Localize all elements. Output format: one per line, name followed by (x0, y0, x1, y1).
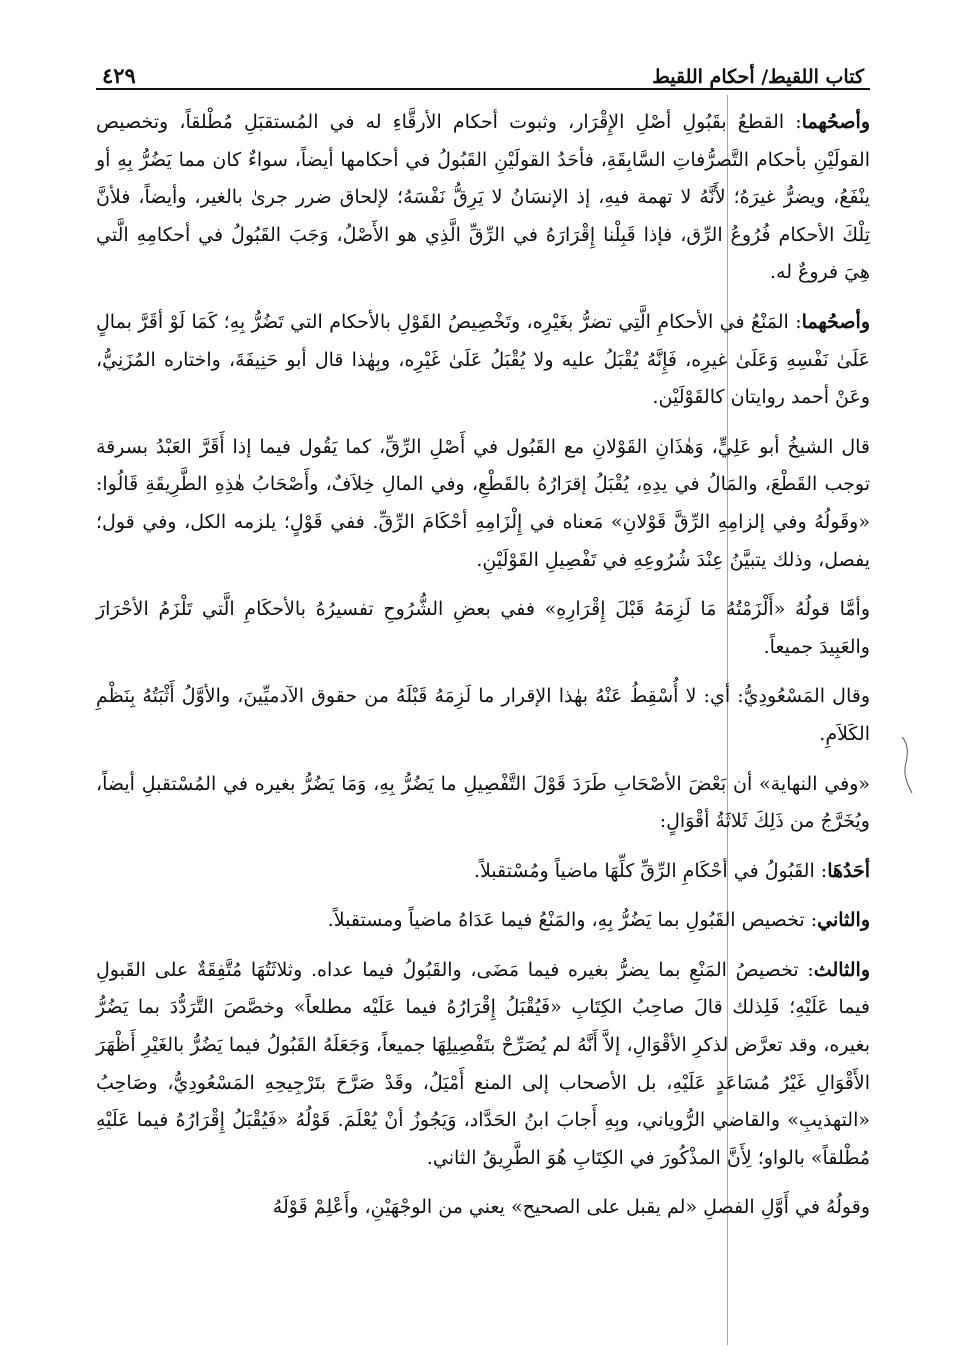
paragraph-text: : القَبُولُ في أحْكَامِ الرِّقِّ كلِّهَا ماضياً ومُسْتقبلاً. (473, 859, 828, 882)
paragraph (96, 304, 870, 417)
paragraph (96, 1189, 870, 1227)
paragraph-label: والثاني (817, 909, 870, 932)
paragraph-text: : تخصيص القَبُولِ بما يَضُرُّ بِهِ، والمَنْعُ فيما عَدَاهُ ماضياً ومستقبلاً. (327, 909, 818, 932)
paragraph-text: وقولُهُ في أَوَّلِ الفصلِ «لم يقبل على الصحيح» يعني من الوجْهَيْنِ، وأَعْلِمْ قَوْلَهُ (272, 1196, 870, 1219)
paragraph-label: وأصحُهما (801, 111, 870, 133)
gutter-bracket-mark (900, 735, 914, 795)
paragraph (96, 678, 870, 753)
paragraph (96, 591, 870, 666)
paragraph-label: أحَدُهَا (827, 859, 870, 882)
paragraph-text: : تخصيصُ المَنْعِ بما يضرُّ بغيره فيما مَضَى، والقَبُولُ فيما عداه. وثلاثَتُهَا مُتَّفِقَةٌ على القَبولِ فيما عَلَيْهِ؛ فَلِذلك قالَ صاحِبُ الكِتَابِ «فَيُقْبَلُ إِقْرَارُهُ فيما عَلَيْه مطلعاً» وخصَّصَ التَّرَدُّدَ بما يَضُرُّ بغيره، وقد تعرَّض لذكرِ الأقْوَالِ، إلاَّ أَنَّهُ لم يُصَرِّحْ بتَفْصِيلِهَا جميعاً، وَجَعَلَهُ القَبُولُ فيما يَضُرُّ بالغَيْرِ أَظْهَرَ الأَقْوَالِ غَيْرُ مُسَاعَدٍ عَلَيْهِ، بل الأصحاب إلى المنع أَمْيَلُ، وقَدْ صَرَّحَ بتَرْجِيحِهِ المَسْعُودِيُّ، وصَاحِبُ «التهذيبِ» والقاضي الرُّوياني، وبِهِ أَجابَ ابنُ الحَدَّاد، وَيَجُوزُ أنْ يُعْلَمَ. قَوْلُهُ «فَيُقْبَلُ إِقْرَارُهُ فيما عَلَيْهِ مُطْلقاً» بالواو؛ لِأَنَّ المذْكُورَ في الكِتَابِ هُوَ الطَّرِيقُ الثاني. (96, 958, 871, 1169)
paragraph (96, 429, 870, 579)
paragraph-text: قال الشيخُ أبو عَلِيٍّ، وَهٰذَانِ القَوْلانِ مع القَبُول في أَصْلِ الرِّقِّ، كما يَقُول فيما إذا أَقَرَّ العَبْدُ بسرقة توجب القَطْعَ، والمَالُ في يدِهِ، يُقْبَلُ إقرَارُهُ بالقَطْعِ، وفي المالِ خِلاَفٌ، وأَصْحَابُ هٰذِهِ الطَّرِيقَةِ قَالُوا: «وقَولُهُ وفي إلزامِهِ الرِّقَّ قَوْلانِ» مَعناه في إِلْزَامِهِ أحْكَامَ الرِّقِّ. ففي قَوْلٍ؛ يلزمه الكل، وفي قول؛ يفصل، وذلك يتبيَّنُ عِنْدَ شُرُوعِهِ في تَفْصِيلِ القَوْلَيْنِ. (96, 435, 870, 571)
book-page (96, 52, 870, 1342)
paragraph (96, 766, 870, 841)
running-header (96, 52, 870, 90)
paragraph-text: وأمَّا قولُهُ «أَلْزَمْتُهُ مَا لَزِمَهُ قَبْلَ إِقْرَارِهِ» ففي بعضِ الشُّرُوحِ تفسيرُهُ بالأحكَامِ الَّتي تَلْزَمُ الأحْرَارَ والعَبِيدَ جميعاً. (96, 598, 870, 658)
page-number: ٤٢٩ (102, 63, 136, 88)
paragraph (96, 952, 870, 1178)
paragraph-text: وقال المَسْعُودِيُّ: أي: لا أُسْقِطُ عَنْهُ بهٰذا الإقرار ما لَزِمَهُ قَبْلَهُ من حقوق الآدميِّينَ، والأوَّلُ أَثْبَتُهُ بِنَظْمِ الكَلاَمِ. (96, 685, 870, 745)
paragraph-text: «وفي النهاية» أن بَعْضَ الأصْحَابِ طَرَدَ قَوْلَ التَّفْصِيلِ ما يَضُرُّ بِهِ، وَمَا يَضُرُّ بغيره في المُسْتقبلِ أيضاً، ويُخَرَّجُ من ذَلِكَ ثَلاثَةُ أقْوَالٍ: (96, 772, 870, 833)
paragraph-label: والثالث (813, 958, 870, 981)
paragraph (96, 104, 870, 292)
paragraph-text: : القطعُ بقَبُولِ أصْلِ الإِقْرَار، وثبوت أحكام الأرقَّاءِ له في المُستقبَلِ مُطْلقاً، وتخصيص القولَيْنِ بأحكام التَّصرُّفاتِ السَّابِقَةِ، فأحَدُ القولَيْنِ القَبُولُ في أحكامها أيضاً، سواءٌ كان مما يَضُرُّ بِهِ أو ينْفَعُ، ويضرُّ غيرَهُ؛ لأَنَّهُ لا تهمة فيهِ، إذ الإنسَانُ لا يَرِقُّ نَفْسَهُ؛ لإلحاق ضرر جرىٰ بالغير، وأيضاً، فلأنَّ تِلْكَ الأحكام فُرُوعُ الرِّق، فإذا قَبِلْنا إِقْرَارَهُ في الرِّقِّ الَّذِي هو الأَصْلُ، وَجَبَ القَبُولُ في أحكامِهِ الَّتي هِيَ فروعٌ له. (96, 111, 870, 284)
running-title: كتاب اللقيط/ أحكام اللقيط (652, 66, 864, 88)
paragraph-text: : المَنْعُ في الأحكامِ الَّتِي تضرُّ بغَيْرِه، وتَخْصِيصُ القَوْلِ بالأحكام التي تَضُرُّ بِهِ؛ كَمَا لَوْ أقَرَّ بمالٍ عَلَىٰ نَفْسِهِ وَعَلَىٰ غيرِه، فَإِنَّهُ يُقْبَلُ عليه ولا يُقْبَلُ عَلَىٰ غَيْرِه، وبِهٰذا قال أبو حَنِيفَةَ، واختاره المُزَنِيُّ، وعَنْ أحمد روايتان كالقَوْلَيْن. (96, 310, 870, 409)
paragraph-label: وأصحُهما (801, 310, 870, 333)
paragraph (96, 853, 870, 891)
paragraph (96, 902, 870, 940)
body-text (96, 104, 870, 1227)
